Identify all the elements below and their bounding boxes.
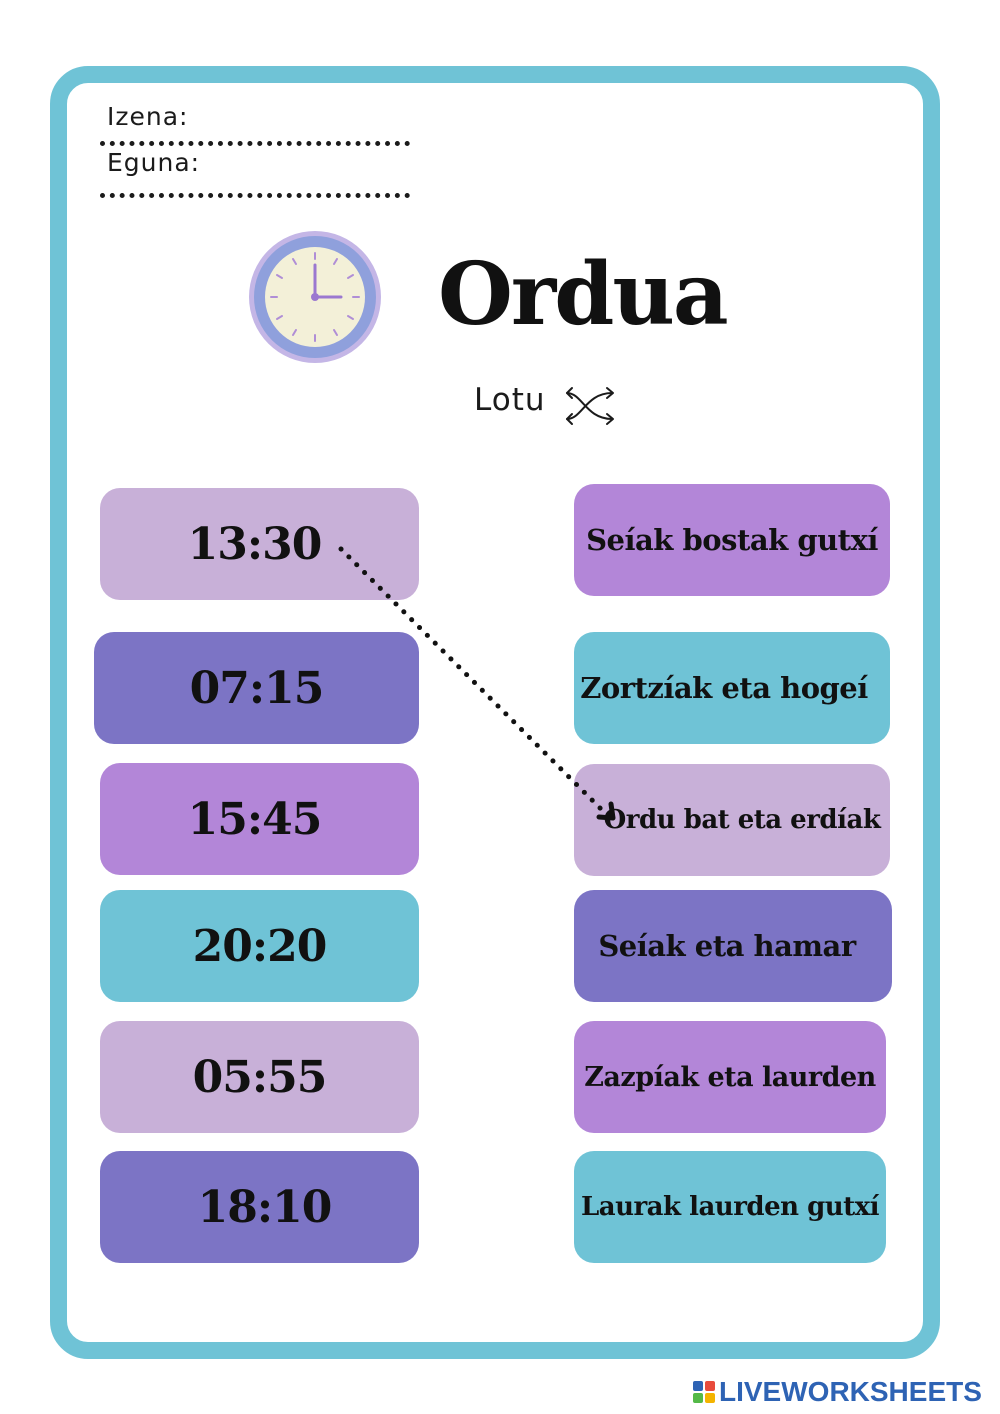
phrase-card-6[interactable] bbox=[574, 1151, 886, 1263]
name-label: Izena: bbox=[107, 102, 189, 131]
instruction-text: Lotu bbox=[474, 382, 546, 418]
time-card-6[interactable] bbox=[100, 1151, 419, 1263]
time-label: 20:20 bbox=[192, 920, 327, 972]
time-label: 18:10 bbox=[197, 1181, 332, 1233]
phrase-card-3[interactable] bbox=[574, 764, 890, 876]
time-card-3[interactable] bbox=[100, 763, 419, 875]
phrase-card-2[interactable] bbox=[574, 632, 890, 744]
time-label: 13:30 bbox=[187, 518, 322, 570]
date-label: Eguna: bbox=[107, 148, 201, 177]
phrase-label: Zortzíak eta hogeí bbox=[580, 671, 868, 705]
time-card-4[interactable] bbox=[100, 890, 419, 1002]
phrase-card-1[interactable] bbox=[574, 484, 890, 596]
time-card-2[interactable] bbox=[94, 632, 419, 744]
shuffle-icon bbox=[564, 383, 618, 429]
time-card-1[interactable] bbox=[100, 488, 419, 600]
liveworksheets-logo-icon bbox=[693, 1381, 715, 1403]
phrase-label: Seíak bostak gutxí bbox=[586, 523, 878, 557]
phrase-card-4[interactable] bbox=[574, 890, 892, 1002]
liveworksheets-logo bbox=[693, 1376, 982, 1408]
brand-name: LIVEWORKSHEETS bbox=[719, 1376, 982, 1407]
phrase-label: Zazpíak eta laurden bbox=[584, 1061, 876, 1093]
phrase-label: Ordu bat eta erdíak bbox=[603, 805, 881, 835]
phrase-label: Seíak eta hamar bbox=[598, 929, 856, 963]
phrase-card-5[interactable] bbox=[574, 1021, 886, 1133]
time-label: 05:55 bbox=[192, 1051, 327, 1103]
phrase-label: Laurak laurden gutxí bbox=[580, 1192, 880, 1222]
time-label: 07:15 bbox=[189, 662, 324, 714]
time-card-5[interactable] bbox=[100, 1021, 419, 1133]
time-label: 15:45 bbox=[187, 793, 322, 845]
clock-icon bbox=[245, 229, 385, 365]
date-input-line[interactable] bbox=[100, 193, 410, 198]
page-title: Ordua bbox=[438, 244, 727, 345]
name-input-line[interactable] bbox=[100, 141, 410, 146]
